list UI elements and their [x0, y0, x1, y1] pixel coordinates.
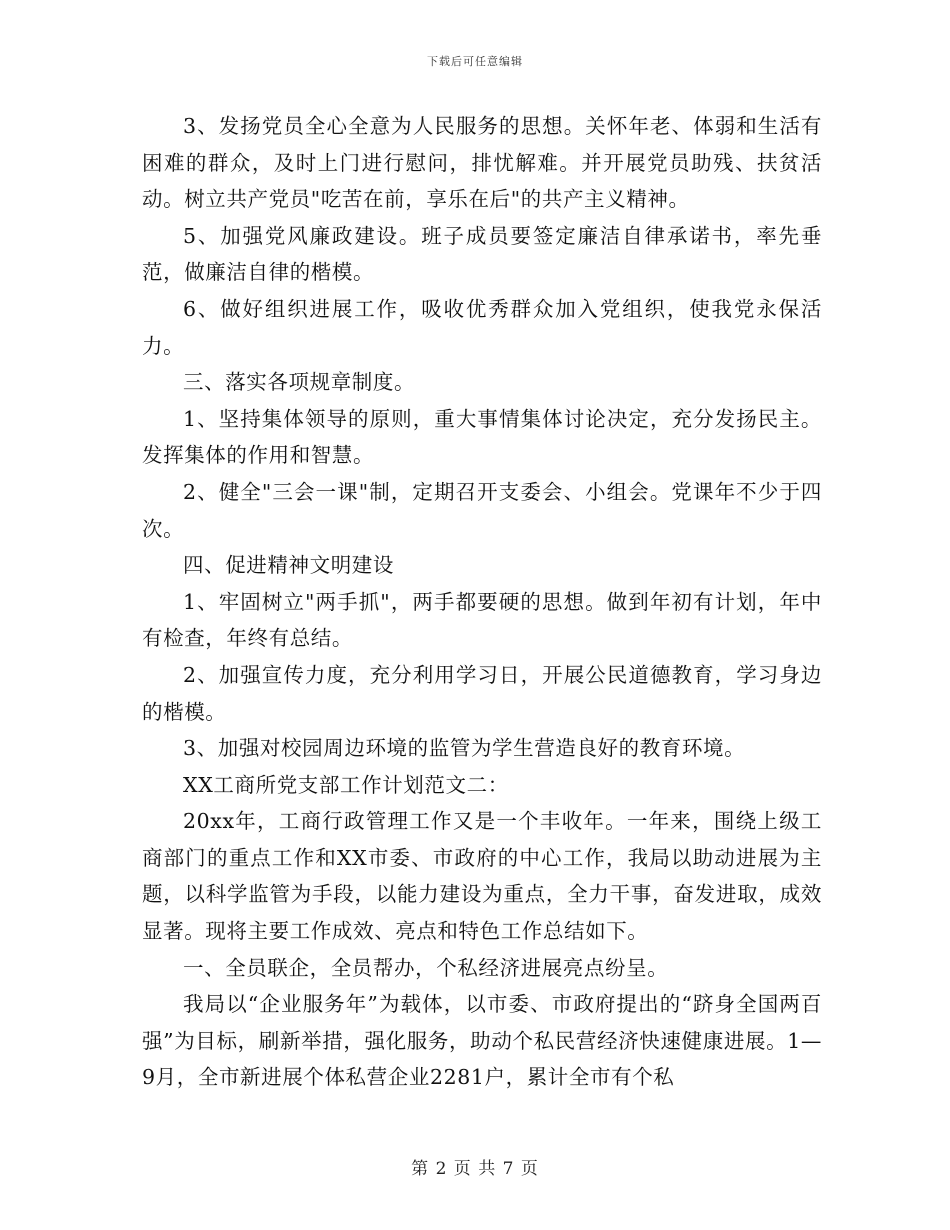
- paragraph: 3、发扬党员全心全意为人民服务的思想。关怀年老、体弱和生活有困难的群众，及时上门进行慰问，排忧解难。并开展党员助残、扶贫活动。树立共产党员"吃苦在前，享乐在后"的共产主义精神。: [142, 114, 822, 212]
- paragraph: 我局以“企业服务年”为载体，以市委、市政府提出的“跻身全国两百强”为目标，刷新举措，强化服务，助动个私民营经济快速健康进展。1—9月，全市新进展个体私营企业2281户，累计全市有个私: [142, 992, 822, 1090]
- section-heading: 三、落实各项规章制度。: [183, 370, 416, 395]
- page-header: 下载后可任意编辑: [427, 55, 523, 68]
- section-heading: 一、全员联企，全员帮办，个私经济进展亮点纷呈。: [183, 955, 669, 980]
- document-body: [142, 108, 822, 1096]
- paragraph: 1、牢固树立"两手抓"，两手都要硬的思想。做到年初有计划，年中有检查，年终有总结。: [142, 589, 822, 651]
- section-heading: 四、促进精神文明建设: [183, 553, 394, 578]
- paragraph: 3、加强对校园周边环境的监管为学生营造良好的教育环境。: [183, 736, 746, 761]
- paragraph: 6、做好组织进展工作，吸收优秀群众加入党组织，使我党永保活力。: [142, 296, 822, 358]
- paragraph: 20xx年，工商行政管理工作又是一个丰收年。一年来，围绕上级工商部门的重点工作和XX市委、市政府的中心工作，我局以助动进展为主题，以科学监管为手段，以能力建设为重点，全力干事，奋发进取，成效显著。现将主要工作成效、亮点和特色工作总结如下。: [142, 809, 822, 944]
- document-subtitle: XX工商所党支部工作计划范文二：: [183, 772, 509, 797]
- paragraph: 2、健全"三会一课"制，定期召开支委会、小组会。党课年不少于四次。: [142, 479, 822, 541]
- paragraph: 5、加强党风廉政建设。班子成员要签定廉洁自律承诺书，率先垂范，做廉洁自律的楷模。: [142, 223, 822, 285]
- paragraph: 2、加强宣传力度，充分利用学习日，开展公民道德教育，学习身边的楷模。: [142, 662, 822, 724]
- paragraph: 1、坚持集体领导的原则，重大事情集体讨论决定，充分发扬民主。发挥集体的作用和智慧。: [142, 406, 822, 468]
- page-number: 第 2 页 共 7 页: [411, 1159, 539, 1179]
